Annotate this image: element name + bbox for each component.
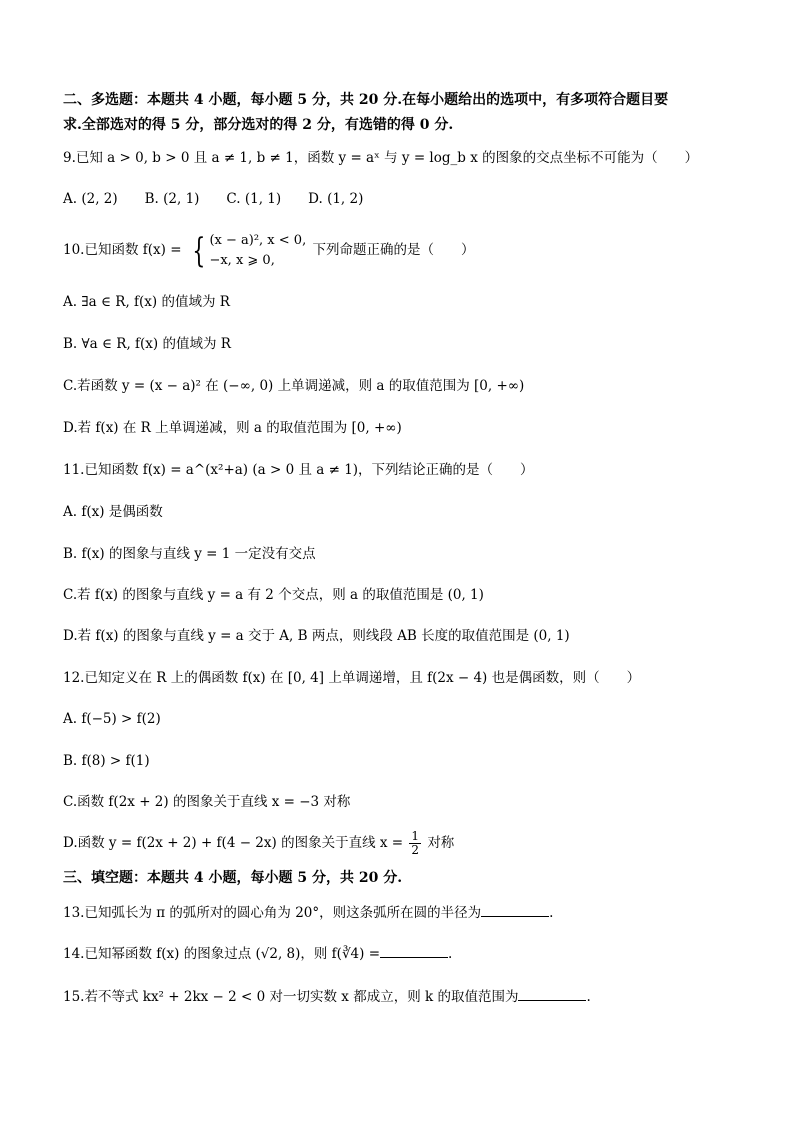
q13-text: 13.已知弧长为 π 的弧所对的圆心角为 20°，则这条弧所在圆的半径为	[63, 905, 482, 921]
q15-end: .	[586, 989, 591, 1005]
section2-heading-line2: 求.全部选对的得 5 分，部分选对的得 2 分，有选错的得 0 分.	[63, 117, 454, 133]
q11-stem: 11.已知函数 f(x) = a^(x²+a) (a > 0 且 a ≠ 1)，下列结论正确的是（ ）	[63, 462, 534, 478]
q10-stem	[63, 228, 475, 273]
section2-heading-line1: 二、多选题：本题共 4 小题，每小题 5 分，共 20 分.在每小题给出的选项中，有多项符合题目要	[63, 92, 669, 108]
fraction-one-half	[409, 830, 421, 857]
brace-icon: {	[192, 230, 206, 271]
q12-option-c: C.函数 f(2x + 2) 的图象关于直线 x = −3 对称	[63, 794, 351, 810]
q10-piecewise	[188, 229, 306, 273]
q13-end: .	[549, 905, 554, 921]
q10-case2: −x, x ⩾ 0,	[209, 252, 275, 268]
q10-option-b: B. ∀a ∈ R, f(x) 的值域为 R	[63, 336, 231, 352]
q12-option-a: A. f(−5) > f(2)	[63, 711, 161, 727]
q10-option-a: A. ∃a ∈ R, f(x) 的值域为 R	[63, 294, 230, 310]
q11-option-b: B. f(x) 的图象与直线 y = 1 一定没有交点	[63, 546, 316, 562]
q15-text: 15.若不等式 kx² + 2kx − 2 < 0 对一切实数 x 都成立，则 k 的取值范围为	[63, 989, 519, 1005]
q14-text: 14.已知幂函数 f(x) 的图象过点 (√2, 8)，则 f(∛4) =	[63, 946, 380, 962]
q10-case1: (x − a)², x < 0,	[209, 232, 307, 248]
q14	[63, 943, 452, 964]
q11-option-a: A. f(x) 是偶函数	[63, 504, 163, 520]
q14-end: .	[448, 946, 453, 962]
q12-option-d	[63, 828, 454, 858]
fraction-numerator: 1	[411, 829, 420, 843]
q13	[63, 902, 553, 923]
q9-options: A. (2, 2) B. (2, 1) C. (1, 1) D. (1, 2)	[63, 191, 364, 207]
q15-answer-blank[interactable]	[518, 986, 586, 1001]
q12-stem: 12.已知定义在 R 上的偶函数 f(x) 在 [0, 4] 上单调递增，且 f(2x − 4) 也是偶函数，则（ ）	[63, 670, 641, 686]
q10-suffix: 下列命题正确的是（ ）	[312, 242, 475, 258]
q14-answer-blank[interactable]	[380, 943, 448, 958]
q15	[63, 986, 591, 1007]
q10-option-d: D.若 f(x) 在 R 上单调递减，则 a 的取值范围为 [0, +∞)	[63, 420, 402, 436]
q9-stem: 9.已知 a > 0, b > 0 且 a ≠ 1, b ≠ 1，函数 y = aˣ 与 y = log_b x 的图象的交点坐标不可能为（ ）	[63, 150, 699, 166]
q11-option-c: C.若 f(x) 的图象与直线 y = a 有 2 个交点，则 a 的取值范围是 (0, 1)	[63, 587, 484, 603]
q12-option-b: B. f(8) > f(1)	[63, 753, 150, 769]
q10-option-c: C.若函数 y = (x − a)² 在 (−∞, 0) 上单调递减，则 a 的取值范围为 [0, +∞)	[63, 378, 525, 394]
q12-d-suffix: 对称	[427, 835, 455, 851]
q12-d-prefix: D.函数 y = f(2x + 2) + f(4 − 2x) 的图象关于直线 x =	[63, 835, 404, 851]
section3-heading: 三、填空题：本题共 4 小题，每小题 5 分，共 20 分.	[63, 870, 403, 886]
q13-answer-blank[interactable]	[481, 902, 549, 917]
q10-prefix: 10.已知函数 f(x) =	[63, 242, 182, 258]
fraction-denominator: 2	[411, 843, 420, 857]
q11-option-d: D.若 f(x) 的图象与直线 y = a 交于 A, B 两点，则线段 AB 长度的取值范围是 (0, 1)	[63, 628, 570, 644]
